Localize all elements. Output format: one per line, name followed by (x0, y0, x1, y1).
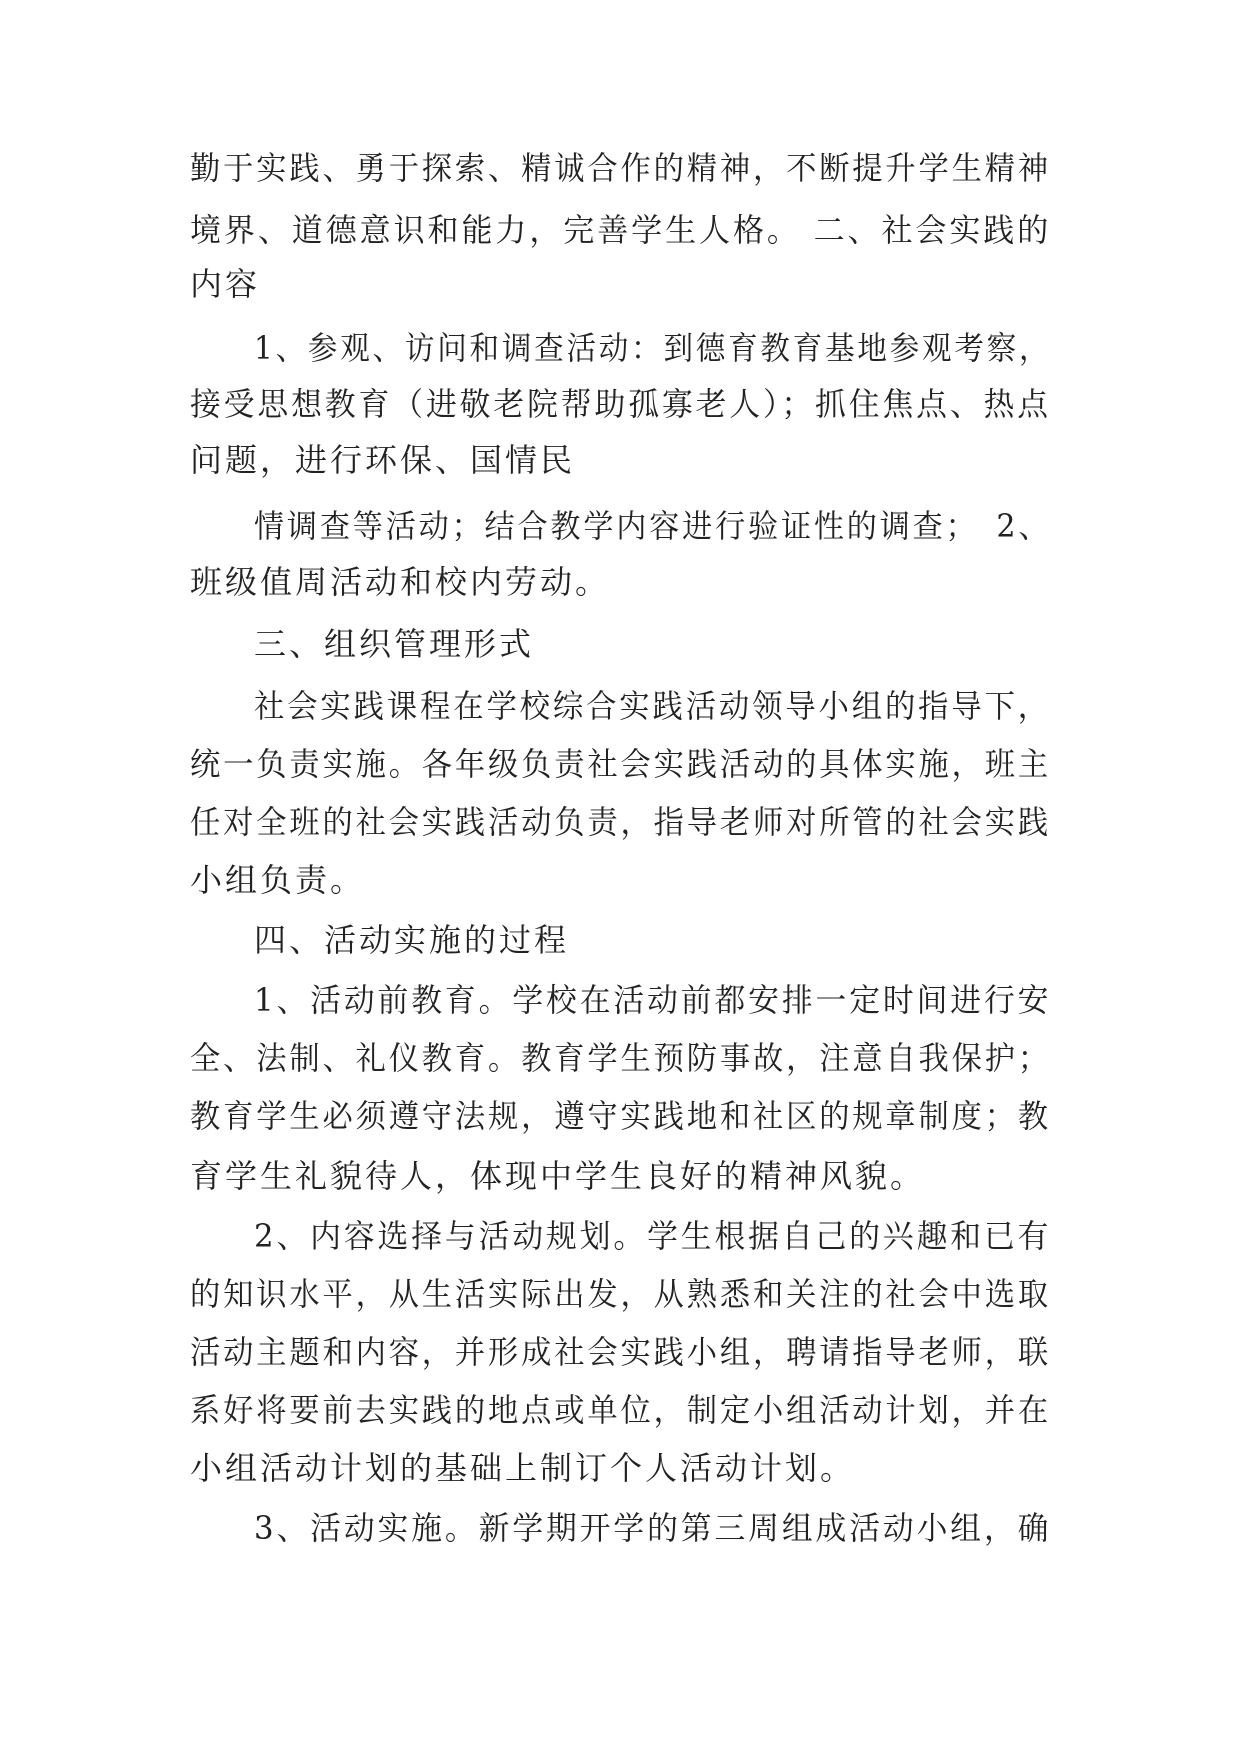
text-line: 的知识水平，从生活实际出发，从熟悉和关注的社会中选取 (190, 1275, 1052, 1313)
text-line: 2、内容选择与活动规划。学生根据自己的兴趣和已有 (254, 1217, 1052, 1255)
text-line: 1、活动前教育。学校在活动前都安排一定时间进行安 (254, 981, 1052, 1019)
text-line: 勤于实践、勇于探索、精诚合作的精神，不断提升学生精神 (190, 149, 1052, 187)
text-line: 内容 (190, 265, 261, 303)
section-heading: 三、组织管理形式 (254, 625, 535, 663)
text-line: 育学生礼貌待人，体现中学生良好的精神风貌。 (190, 1157, 926, 1195)
text-line: 小组活动计划的基础上制订个人活动计划。 (190, 1449, 856, 1487)
text-line: 1、参观、访问和调查活动：到德育教育基地参观考察， (254, 329, 1052, 367)
text-line: 接受思想教育（进敬老院帮助孤寡老人）；抓住焦点、热点 (190, 385, 1052, 423)
text-line: 班级值周活动和校内劳动。 (190, 563, 611, 601)
text-line: 问题，进行环保、国情民 (190, 441, 576, 479)
text-line: 社会实践课程在学校综合实践活动领导小组的指导下， (254, 687, 1052, 725)
text-line: 教育学生必须遵守法规，遵守实践地和社区的规章制度；教 (190, 1097, 1052, 1135)
text-line: 小组负责。 (190, 861, 366, 899)
section-heading: 四、活动实施的过程 (254, 921, 570, 959)
text-line: 境界、道德意识和能力，完善学生人格。 二、社会实践的 (190, 211, 1052, 249)
text-line: 3、活动实施。新学期开学的第三周组成活动小组，确 (254, 1509, 1052, 1547)
text-line: 活动主题和内容，并形成社会实践小组，聘请指导老师，联 (190, 1333, 1052, 1371)
text-line: 情调查等活动；结合教学内容进行验证性的调查； 2、 (254, 507, 1052, 545)
text-line: 统一负责实施。各年级负责社会实践活动的具体实施，班主 (190, 745, 1052, 783)
text-line: 系好将要前去实践的地点或单位，制定小组活动计划，并在 (190, 1391, 1052, 1429)
text-line: 任对全班的社会实践活动负责，指导老师对所管的社会实践 (190, 803, 1052, 841)
text-line: 全、法制、礼仪教育。教育学生预防事故，注意自我保护； (190, 1039, 1052, 1077)
